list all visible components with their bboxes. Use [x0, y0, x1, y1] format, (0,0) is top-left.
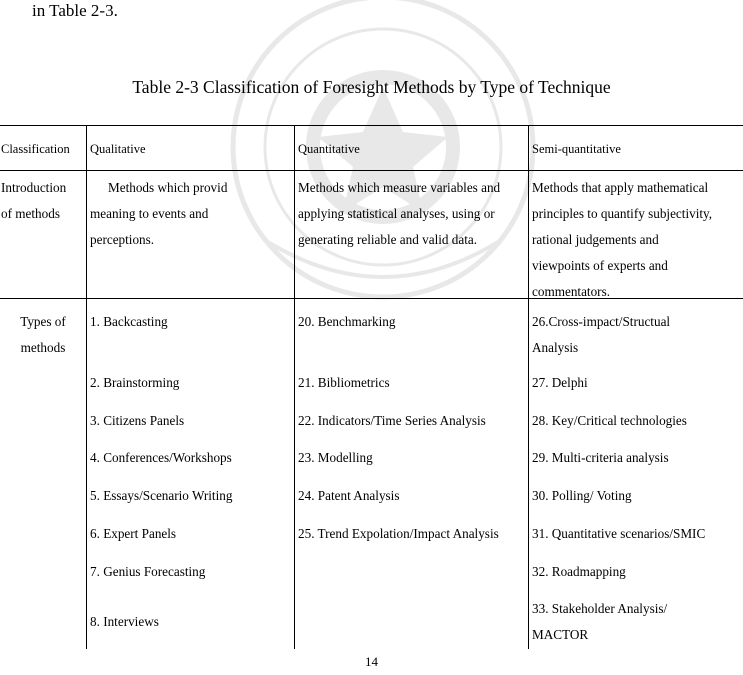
quantitative-method-item: 20. Benchmarking [298, 314, 396, 329]
semi-method-line: 33. Stakeholder Analysis/ [532, 601, 668, 616]
column-divider-3 [528, 125, 529, 649]
intro-semi-line: Methods that apply mathematical [532, 180, 709, 195]
semi-method-line: MACTOR [532, 627, 589, 642]
qualitative-method-item: 6. Expert Panels [90, 526, 177, 541]
intro-semi-line: viewpoints of experts and [532, 258, 668, 273]
qualitative-method-item: 4. Conferences/Workshops [90, 450, 232, 465]
semi-method-item [532, 309, 670, 361]
column-divider-2 [294, 125, 295, 649]
quantitative-method-item: 22. Indicators/Time Series Analysis [298, 413, 486, 428]
semi-method-item: 29. Multi-criteria analysis [532, 450, 669, 465]
column-divider-1 [86, 125, 87, 649]
semi-method-line: 26.Cross-impact/Structual [532, 314, 671, 329]
header-quantitative: Quantitative [298, 142, 360, 156]
qualitative-method-item: 5. Essays/Scenario Writing [90, 488, 233, 503]
qualitative-method-item: 3. Citizens Panels [90, 413, 185, 428]
quantitative-method-item: 25. Trend Expolation/Impact Analysis [298, 526, 499, 541]
intro-quantitative-line: generating reliable and valid data. [298, 232, 478, 247]
header-qualitative: Qualitative [90, 142, 146, 156]
table-caption: Table 2-3 Classification of Foresight Methods by Type of Technique [132, 77, 611, 97]
qualitative-method-item: 8. Interviews [90, 614, 159, 629]
types-of-methods-label [0, 309, 86, 361]
intro-quantitative [298, 175, 500, 253]
semi-method-item: 31. Quantitative scenarios/SMIC [532, 526, 706, 541]
university-seal-watermark [228, 0, 538, 302]
intro-row-label [1, 175, 66, 227]
qualitative-method-item: 2. Brainstorming [90, 375, 180, 390]
qualitative-method-item: 1. Backcasting [90, 314, 168, 329]
table-top-rule [0, 125, 743, 126]
quantitative-method-item: 23. Modelling [298, 450, 373, 465]
intro-qualitative-line: Methods which provid [108, 180, 228, 195]
semi-method-item: 28. Key/Critical technologies [532, 413, 687, 428]
intro-qualitative-line: meaning to events and [90, 206, 209, 221]
intro-quantitative-line: applying statistical analyses, using or [298, 206, 495, 221]
intro-label-line: of methods [1, 206, 60, 221]
semi-method-line: Analysis [532, 340, 579, 355]
semi-method-item: 27. Delphi [532, 375, 588, 390]
header-classification: Classification [1, 142, 70, 156]
intro-semi-line: principles to quantify subjectivity, [532, 206, 713, 221]
intro-semi-line: commentators. [532, 284, 611, 299]
intro-qualitative-line: perceptions. [90, 232, 155, 247]
header-semi-quantitative: Semi-quantitative [532, 142, 621, 156]
quantitative-method-item: 21. Bibliometrics [298, 375, 390, 390]
types-label-line: Types of [20, 314, 66, 329]
intro-semi-quantitative [532, 175, 712, 305]
quantitative-method-item: 24. Patent Analysis [298, 488, 400, 503]
types-label-line: methods [20, 340, 66, 355]
intro-text: in Table 2-3. [32, 1, 118, 20]
intro-qualitative [90, 175, 227, 253]
semi-method-item [532, 596, 667, 648]
semi-method-item: 32. Roadmapping [532, 564, 626, 579]
header-bottom-rule [0, 170, 743, 171]
page-number: 14 [365, 654, 378, 669]
semi-method-item: 30. Polling/ Voting [532, 488, 632, 503]
qualitative-method-item: 7. Genius Forecasting [90, 564, 206, 579]
intro-semi-line: rational judgements and [532, 232, 659, 247]
intro-quantitative-line: Methods which measure variables and [298, 180, 501, 195]
intro-label-line: Introduction [1, 180, 67, 195]
